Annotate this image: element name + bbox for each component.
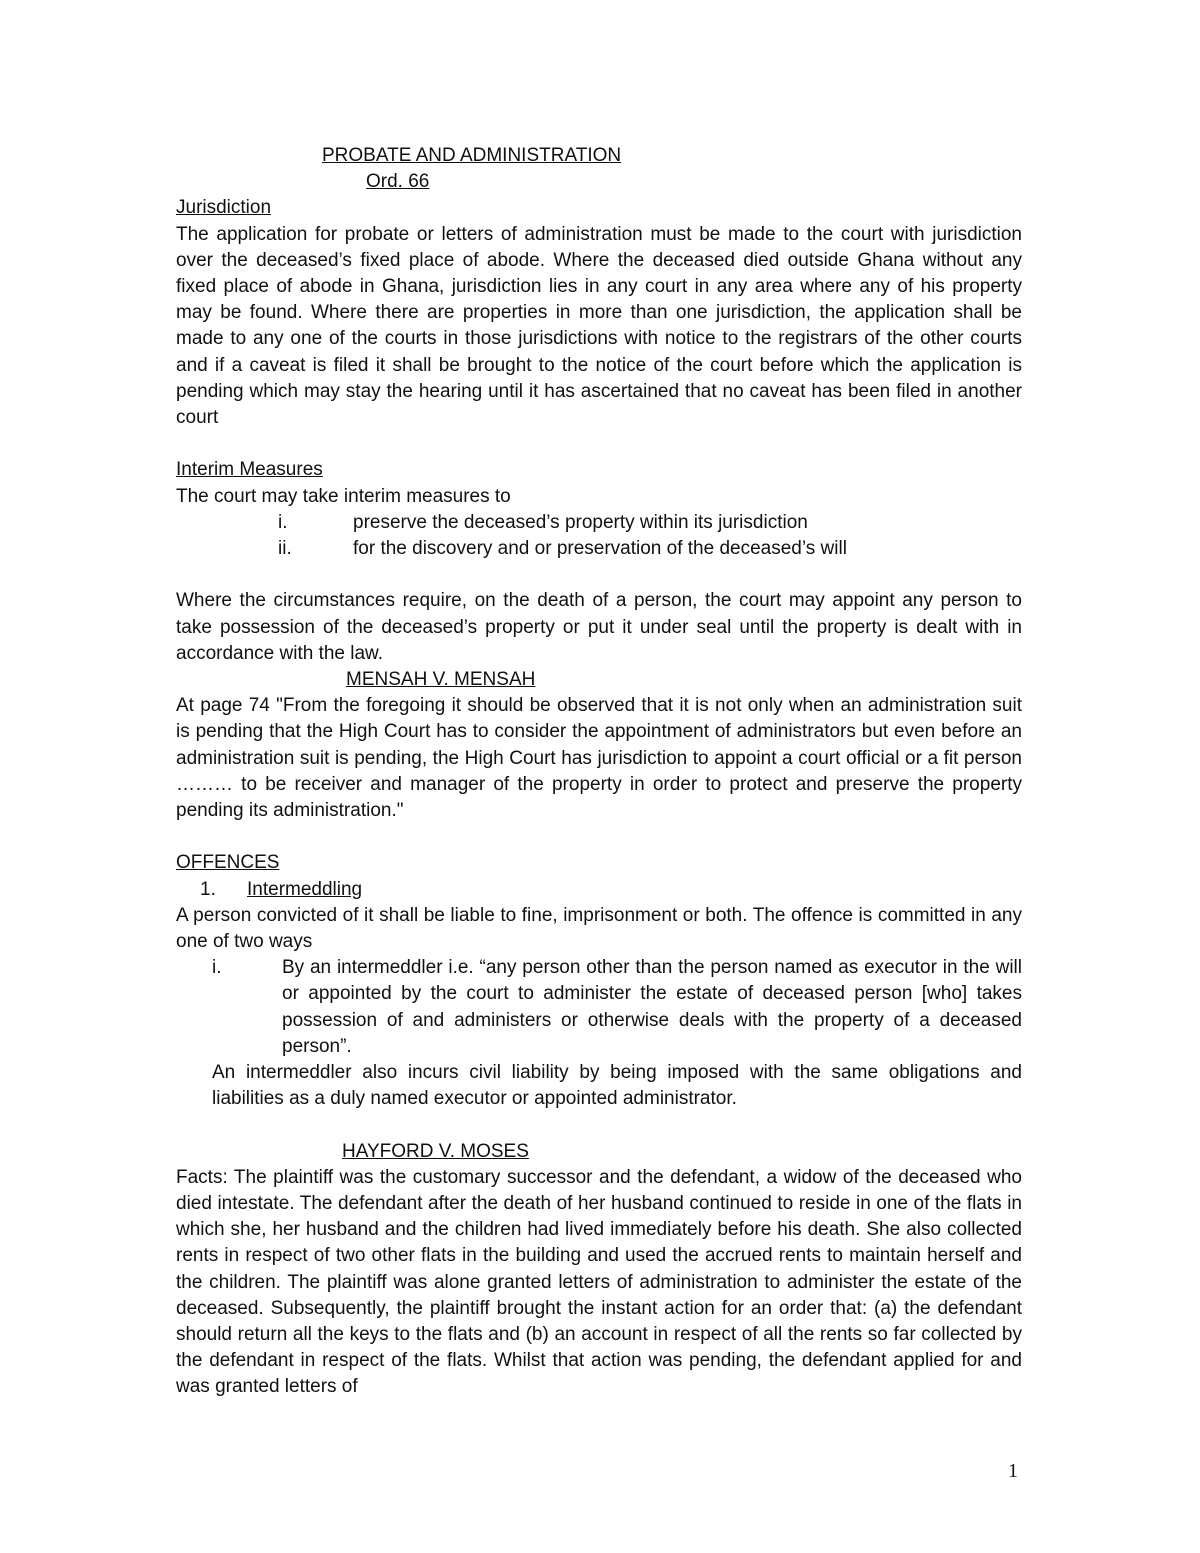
civil-liability-paragraph: An intermeddler also incurs civil liability by being imposed with the same obligations and liabilities as a duly named executor or appointed administrator. xyxy=(212,1062,1022,1110)
list-number: 1. xyxy=(200,878,216,900)
interim-heading: Interim Measures xyxy=(176,459,323,481)
offence-intro-paragraph: A person convicted of it shall be liable to fine, imprisonment or both. The offence is committed in any one of two ways xyxy=(176,904,1022,953)
order-reference: Ord. 66 xyxy=(366,171,430,193)
hayford-case-heading: HAYFORD V. MOSES xyxy=(342,1140,529,1162)
list-item-text: for the discovery and or preservation of the deceased’s will xyxy=(353,538,847,560)
spacer xyxy=(176,824,1022,850)
hayford-facts-paragraph: Facts: The plaintiff was the customary successor and the defendant, a widow of the deceased who died intestate. The defendant after the death of her husband continued to reside in one of the flats in which she, her husband and the children had lived immediately before his death. She also collected rents in respect of two other flats in the building and used the accrued rents to maintain herself and the children. The plaintiff was alone granted letters of administration to administer the estate of the deceased. Subsequently, the plaintiff brought the instant action for an order that: (a) the defendant should return all the keys to the flats and (b) an account in respect of all the rents so far collected by the defendant in respect of the flats. Whilst that action was pending, the defendant applied for and was granted letters of xyxy=(176,1166,1022,1398)
jurisdiction-heading: Jurisdiction xyxy=(176,197,272,219)
document-title: PROBATE AND ADMINISTRATION xyxy=(322,145,622,166)
offences-heading: OFFENCES xyxy=(176,852,280,874)
list-item xyxy=(176,536,1022,562)
list-marker: i. xyxy=(212,957,222,979)
list-marker: ii. xyxy=(278,538,292,560)
document-body xyxy=(176,143,1022,1401)
list-item xyxy=(176,955,1022,1060)
list-item-text: By an intermeddler i.e. “any person other than the person named as executor in the will or appointed by the court to administer the estate of deceased person [who] takes possession of and administers or otherwise deals with the property of a deceased person”. xyxy=(282,957,1022,1057)
interim-intro: The court may take interim measures to xyxy=(176,485,511,507)
spacer xyxy=(176,1112,1022,1138)
list-item-text: preserve the deceased’s property within its jurisdiction xyxy=(353,511,808,533)
offence-subheading xyxy=(176,877,1022,903)
jurisdiction-paragraph: The application for probate or letters of administration must be made to the court with jurisdiction over the deceased’s fixed place of abode. Where the deceased died outside Ghana without any fixed place of abode in Ghana, jurisdiction lies in any court in any area where any of his property may be found. Where there are properties in more than one jurisdiction, the application shall be made to any one of the courts in those jurisdictions with notice to the registrars of the other courts and if a caveat is filed it shall be brought to the notice of the court before which the application is pending which may stay the hearing until it has ascertained that no caveat has been filed in another court xyxy=(176,223,1022,429)
circumstances-paragraph: Where the circumstances require, on the death of a person, the court may appoint any person to take possession of the deceased’s property or put it under seal until the property is dealt with in accordance with the law. xyxy=(176,590,1022,664)
list-item xyxy=(176,510,1022,536)
spacer xyxy=(176,562,1022,588)
page-number: 1 xyxy=(1008,1460,1018,1482)
spacer xyxy=(176,431,1022,457)
mensah-case-heading: MENSAH V. MENSAH xyxy=(346,669,536,691)
list-marker: i. xyxy=(278,511,288,533)
mensah-quote-paragraph: At page 74 "From the foregoing it should be observed that it is not only when an administration suit is pending that the High Court has to consider the appointment of administrators but even before an administration suit is pending, the High Court has jurisdiction to appoint a court official or a fit person ……… to be receiver and manager of the property in order to protect and preserve the property pending its administration." xyxy=(176,695,1022,822)
intermeddling-heading: Intermeddling xyxy=(247,878,363,900)
